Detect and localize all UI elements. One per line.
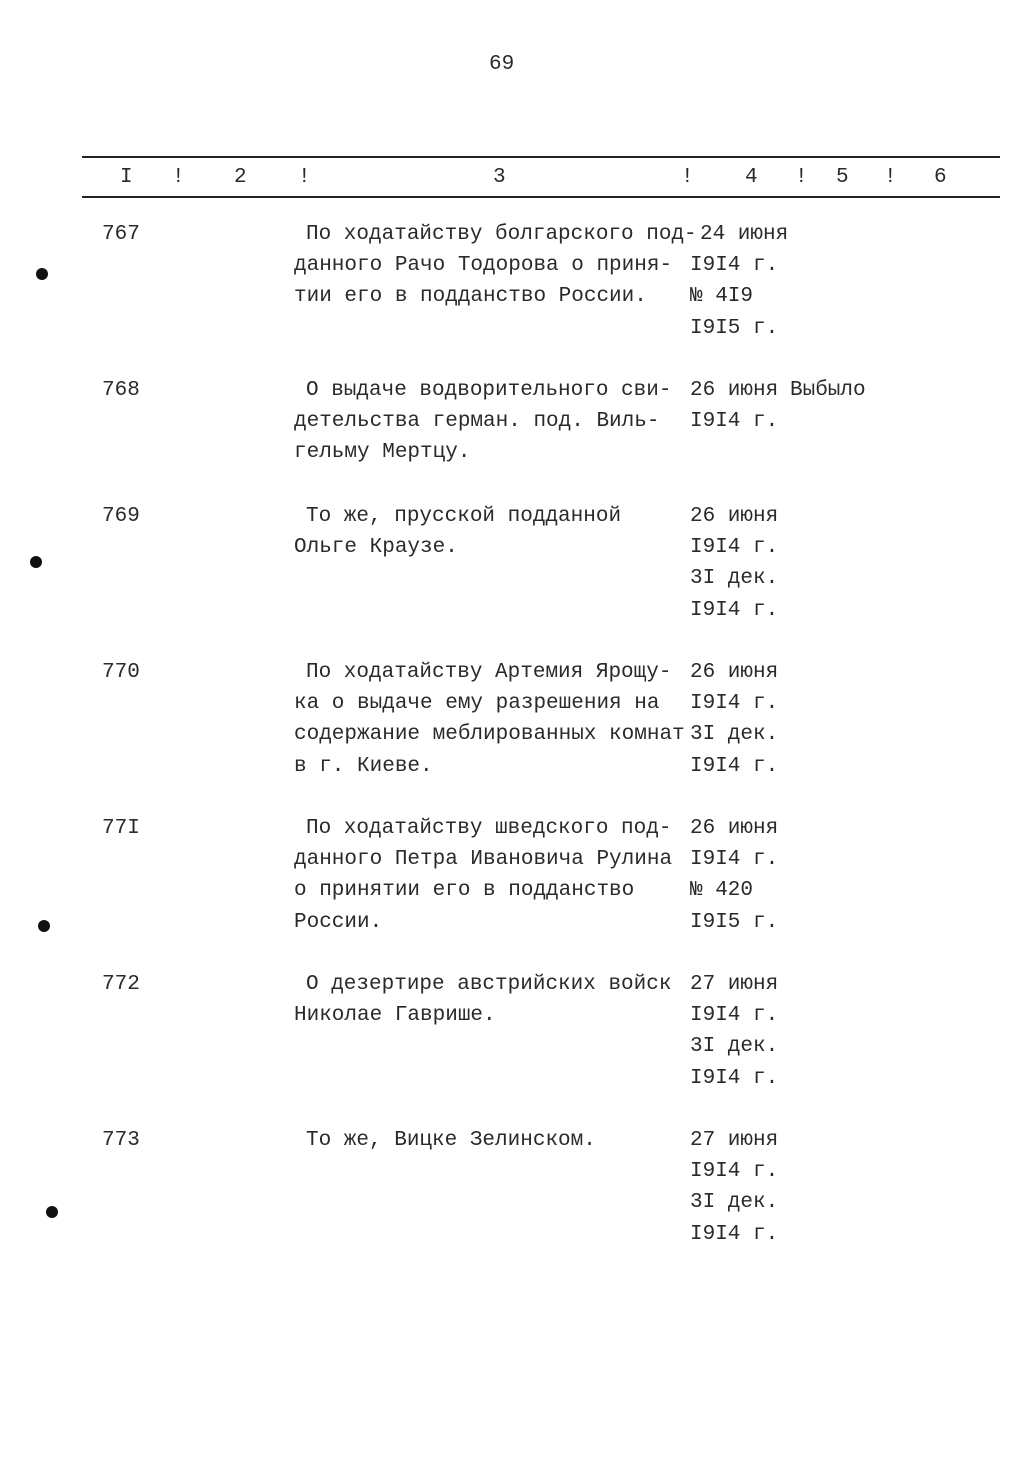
column-header-5: 5: [836, 166, 849, 189]
entry-date-line: 3I дек.: [690, 567, 779, 591]
entry-date-line: I9I4 г.: [690, 692, 779, 716]
entry-date-line: I9I4 г.: [690, 410, 779, 434]
entry-date-line: 26 июня: [690, 379, 779, 402]
entry-description-line: О выдаче водворительного сви-: [306, 379, 672, 402]
entry-date-line: I9I4 г.: [690, 254, 779, 278]
header-top-rule: [82, 156, 1000, 158]
entry-description-line: О дезертире австрийских войск: [306, 973, 672, 996]
entry-description-line: То же, Вицке Зелинском.: [306, 1129, 596, 1152]
column-separator: !: [884, 166, 897, 189]
column-header-4: 4: [745, 166, 758, 189]
entry-description-line: ка о выдаче ему разрешения на: [294, 692, 660, 716]
entry-note: Выбыло: [790, 379, 866, 402]
column-header-3: 3: [493, 166, 506, 189]
entry-date-line: 27 июня: [690, 973, 779, 996]
entry-description-line: содержание меблированных комнат: [294, 723, 685, 747]
entry-description-line: гельму Мертцу.: [294, 441, 471, 465]
entry-date-line: 3I дек.: [690, 1191, 779, 1215]
column-separator: !: [681, 166, 694, 189]
entry-date-line: № 420: [690, 879, 754, 903]
entry-description-line: данного Петра Ивановича Рулина: [294, 848, 673, 872]
entry-date-line: I9I4 г.: [690, 1222, 779, 1246]
entry-date-line: I9I4 г.: [690, 1004, 779, 1028]
binder-hole-mark: [30, 556, 42, 568]
entry-date-line: I9I4 г.: [690, 598, 779, 622]
entry-date-line: I9I4 г.: [690, 848, 779, 872]
header-bottom-rule: [82, 196, 1000, 198]
entry-date-line: 3I дек.: [690, 723, 779, 747]
entry-date-line: I9I4 г.: [690, 754, 779, 778]
entry-description-line: Ольге Краузе.: [294, 536, 458, 560]
entry-description-line: По ходатайству болгарского под-: [306, 223, 697, 246]
entry-date-line: I9I4 г.: [690, 1160, 779, 1184]
entry-number: 769: [102, 505, 140, 528]
page-number: 69: [489, 53, 515, 76]
entry-number: 770: [102, 661, 140, 684]
entry-description-line: По ходатайству шведского под-: [306, 817, 672, 840]
column-separator: !: [795, 166, 808, 189]
column-header-1: I: [120, 166, 133, 189]
entry-description-line: тии его в подданство России.: [294, 285, 647, 309]
entry-description-line: По ходатайству Артемия Ярощу-: [306, 661, 672, 684]
entry-number: 768: [102, 379, 140, 402]
entry-date-line: I9I5 г.: [690, 316, 779, 340]
entry-number: 773: [102, 1129, 140, 1152]
entry-date-line: I9I5 г.: [690, 910, 779, 934]
entry-date-line: № 4I9: [690, 285, 754, 309]
entry-description-line: Николае Гавришe.: [294, 1004, 496, 1028]
entry-date-line: 26 июня: [690, 505, 779, 528]
binder-hole-mark: [38, 920, 50, 932]
column-header-6: 6: [934, 166, 947, 189]
entry-description-line: данного Рачо Тодорова о приня-: [294, 254, 673, 278]
column-separator: !: [298, 166, 311, 189]
binder-hole-mark: [36, 268, 48, 280]
entry-number: 77I: [102, 817, 140, 840]
entry-date-line: 3I дек.: [690, 1035, 779, 1059]
entry-date-line: 26 июня: [690, 661, 779, 684]
entry-number: 772: [102, 973, 140, 996]
column-header-2: 2: [234, 166, 247, 189]
entry-date-line: 27 июня: [690, 1129, 779, 1152]
entry-description-line: детельства герман. под. Виль-: [294, 410, 660, 434]
column-separator: !: [172, 166, 185, 189]
entry-number: 767: [102, 223, 140, 246]
binder-hole-mark: [46, 1206, 58, 1218]
entry-date-line: 24 июня: [700, 223, 789, 246]
entry-description-line: в г. Киеве.: [294, 754, 433, 778]
entry-date-line: I9I4 г.: [690, 1066, 779, 1090]
entry-description-line: То же, прусской подданной: [306, 505, 622, 528]
entry-date-line: I9I4 г.: [690, 536, 779, 560]
entry-date-line: 26 июня: [690, 817, 779, 840]
entry-description-line: о принятии его в подданство: [294, 879, 635, 903]
entry-description-line: России.: [294, 910, 383, 934]
